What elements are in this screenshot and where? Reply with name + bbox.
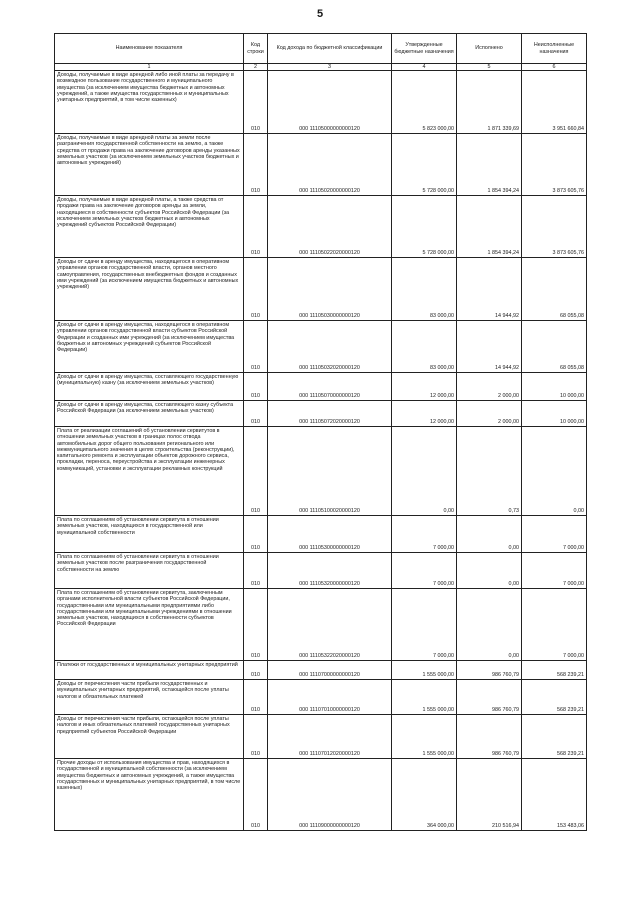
header-cell: Наименование показателя [55, 34, 244, 64]
indicator-name: Плата по соглашениям об установлении сервитута в отношении земельных участков после разграничения государственной собственности на землю [55, 553, 244, 589]
table-row [55, 196, 587, 258]
executed-amount: 986 760,79 [457, 680, 522, 715]
unexecuted-amount: 7 000,00 [522, 589, 587, 661]
executed-amount: 1 854 394,24 [457, 134, 522, 196]
unexecuted-amount: 10 000,00 [522, 401, 587, 427]
revenue-code: 000 11109000000000120 [268, 759, 392, 831]
indicator-name: Плата по соглашениям об установлении сервитута в отношении земельных участков, находящихся в государственной или муниципальной собственности [55, 516, 244, 553]
indicator-name: Доходы от перечисления части прибыли государственных и муниципальных унитарных предприятий, остающейся после уплаты налогов и обязательных платежей [55, 680, 244, 715]
header-cell: Код дохода по бюджетной классификации [268, 34, 392, 64]
approved-amount: 7 000,00 [392, 553, 457, 589]
revenue-code: 000 11105070000000120 [268, 373, 392, 401]
line-code: 010 [244, 516, 268, 553]
page-number: 5 [316, 8, 324, 20]
table-row [55, 71, 587, 134]
revenue-code: 000 11107010000000120 [268, 680, 392, 715]
revenue-code: 000 11105022020000120 [268, 196, 392, 258]
executed-amount: 0,00 [457, 589, 522, 661]
approved-amount: 7 000,00 [392, 589, 457, 661]
revenue-code: 000 11105322020000120 [268, 589, 392, 661]
executed-amount: 0,00 [457, 516, 522, 553]
line-code: 010 [244, 321, 268, 373]
revenue-code: 000 11107000000000120 [268, 661, 392, 680]
table-row [55, 401, 587, 427]
revenue-code: 000 11105032020000120 [268, 321, 392, 373]
executed-amount: 1 871 339,69 [457, 71, 522, 134]
column-number-row [55, 64, 587, 71]
table-row [55, 258, 587, 321]
line-code: 010 [244, 680, 268, 715]
revenue-code: 000 11105100020000120 [268, 427, 392, 516]
line-code: 010 [244, 661, 268, 680]
table-row [55, 589, 587, 661]
line-code: 010 [244, 71, 268, 134]
column-number: 3 [268, 64, 392, 71]
approved-amount: 1 555 000,00 [392, 715, 457, 759]
indicator-name: Доходы от сдачи в аренду имущества, находящегося в оперативном управлении органов государственной власти, органов местного самоуправления, государственных внебюджетных фондов и созданных ими учреждений (за исключением имущества бюджетных и автономных учреждений) [55, 258, 244, 321]
table-row [55, 759, 587, 831]
column-number: 1 [55, 64, 244, 71]
indicator-name: Доходы, получаемые в виде арендной либо иной платы за передачу в возмездное пользование государственного и муниципального имущества (за исключением имущества бюджетных и автономных учреждений, а также имущества государственных и муниципальных унитарных предприятий, в том числе казенных) [55, 71, 244, 134]
approved-amount: 1 555 000,00 [392, 661, 457, 680]
budget-execution-table [54, 33, 587, 831]
table-row [55, 516, 587, 553]
approved-amount: 5 728 000,00 [392, 196, 457, 258]
revenue-code: 000 11105030000000120 [268, 258, 392, 321]
unexecuted-amount: 0,00 [522, 427, 587, 516]
executed-amount: 14 944,92 [457, 258, 522, 321]
executed-amount: 1 854 394,24 [457, 196, 522, 258]
table-row [55, 427, 587, 516]
line-code: 010 [244, 196, 268, 258]
indicator-name: Платежи от государственных и муниципальных унитарных предприятий [55, 661, 244, 680]
unexecuted-amount: 68 055,08 [522, 258, 587, 321]
header-cell: Неисполненные назначения [522, 34, 587, 64]
column-number: 2 [244, 64, 268, 71]
unexecuted-amount: 3 951 660,84 [522, 71, 587, 134]
indicator-name: Прочие доходы от использования имущества и прав, находящихся в государственной и муниципальной собственности (за исключением имущества бюджетных и автономных учреждений, а также имущества государственных и муниципальных унитарных предприятий, в том числе казенных) [55, 759, 244, 831]
unexecuted-amount: 3 873 605,76 [522, 196, 587, 258]
line-code: 010 [244, 715, 268, 759]
table-row [55, 321, 587, 373]
table-row [55, 661, 587, 680]
revenue-code: 000 11105300000000120 [268, 516, 392, 553]
unexecuted-amount: 153 483,06 [522, 759, 587, 831]
approved-amount: 5 823 000,00 [392, 71, 457, 134]
revenue-code: 000 11107012020000120 [268, 715, 392, 759]
column-number: 4 [392, 64, 457, 71]
line-code: 010 [244, 553, 268, 589]
indicator-name: Доходы от сдачи в аренду имущества, находящегося в оперативном управлении органов государственной власти субъектов Российской Федерации и созданных ими учреждений (за исключением имущества бюджетных и автономных учреждений субъектов Российской Федерации) [55, 321, 244, 373]
unexecuted-amount: 568 239,21 [522, 715, 587, 759]
table-row [55, 680, 587, 715]
approved-amount: 1 555 000,00 [392, 680, 457, 715]
executed-amount: 210 516,94 [457, 759, 522, 831]
unexecuted-amount: 3 873 605,76 [522, 134, 587, 196]
header-row [55, 34, 587, 64]
column-number: 5 [457, 64, 522, 71]
indicator-name: Доходы от сдачи в аренду имущества, составляющего государственную (муниципальную) казну (за исключением земельных участков) [55, 373, 244, 401]
approved-amount: 12 000,00 [392, 373, 457, 401]
table-row [55, 553, 587, 589]
approved-amount: 364 000,00 [392, 759, 457, 831]
executed-amount: 0,00 [457, 553, 522, 589]
unexecuted-amount: 7 000,00 [522, 553, 587, 589]
revenue-code: 000 11105072020000120 [268, 401, 392, 427]
line-code: 010 [244, 759, 268, 831]
executed-amount: 986 760,79 [457, 661, 522, 680]
indicator-name: Доходы от перечисления части прибыли, остающейся после уплаты налогов и иных обязательных платежей государственных унитарных предприятий субъектов Российской Федерации [55, 715, 244, 759]
executed-amount: 14 944,92 [457, 321, 522, 373]
revenue-code: 000 11105000000000120 [268, 71, 392, 134]
unexecuted-amount: 68 055,08 [522, 321, 587, 373]
column-number: 6 [522, 64, 587, 71]
table-row [55, 134, 587, 196]
approved-amount: 5 728 000,00 [392, 134, 457, 196]
indicator-name: Доходы, получаемые в виде арендной платы за земли после разграничения государственной собственности на землю, а также средства от продажи права на заключение договоров аренды указанных земельных участков (за исключением земельных участков бюджетных и автономных учреждений) [55, 134, 244, 196]
line-code: 010 [244, 134, 268, 196]
table-row [55, 373, 587, 401]
indicator-name: Плата от реализации соглашений об установлении сервитутов в отношении земельных участков в границах полос отвода автомобильных дорог общего пользования регионального или межмуниципального значения в целях строительства (реконструкции), капитального ремонта и эксплуатации объектов дорожного сервиса, прокладки, переноса, переустройства и эксплуатации инженерных коммуникаций, установки и эксплуатации рекламных конструкций [55, 427, 244, 516]
header-cell: Исполнено [457, 34, 522, 64]
unexecuted-amount: 7 000,00 [522, 516, 587, 553]
line-code: 010 [244, 258, 268, 321]
executed-amount: 986 760,79 [457, 715, 522, 759]
line-code: 010 [244, 589, 268, 661]
approved-amount: 83 000,00 [392, 258, 457, 321]
revenue-code: 000 11105020000000120 [268, 134, 392, 196]
line-code: 010 [244, 373, 268, 401]
executed-amount: 2 000,00 [457, 401, 522, 427]
line-code: 010 [244, 401, 268, 427]
header-cell: Код строки [244, 34, 268, 64]
indicator-name: Доходы, получаемые в виде арендной платы, а также средства от продажи права на заключение договоров аренды за земли, находящиеся в собственности субъектов Российской Федерации (за исключением земельных участков бюджетных и автономных учреждений субъектов Российской Федерации) [55, 196, 244, 258]
table-row [55, 715, 587, 759]
approved-amount: 83 000,00 [392, 321, 457, 373]
approved-amount: 12 000,00 [392, 401, 457, 427]
unexecuted-amount: 10 000,00 [522, 373, 587, 401]
executed-amount: 2 000,00 [457, 373, 522, 401]
executed-amount: 0,73 [457, 427, 522, 516]
header-cell: Утвержденные бюджетные назначения [392, 34, 457, 64]
approved-amount: 0,00 [392, 427, 457, 516]
line-code: 010 [244, 427, 268, 516]
indicator-name: Плата по соглашениям об установлении сервитута, заключенным органами исполнительной власти субъектов Российской Федерации, государственными или муниципальными предприятиями либо государственными или муниципальными учреждениями в отношении земельных участков, находящихся в собственности субъектов Российской Федерации [55, 589, 244, 661]
revenue-code: 000 11105320000000120 [268, 553, 392, 589]
indicator-name: Доходы от сдачи в аренду имущества, составляющего казну субъекта Российской Федерации (за исключением земельных участков) [55, 401, 244, 427]
unexecuted-amount: 568 239,21 [522, 680, 587, 715]
unexecuted-amount: 568 239,21 [522, 661, 587, 680]
approved-amount: 7 000,00 [392, 516, 457, 553]
